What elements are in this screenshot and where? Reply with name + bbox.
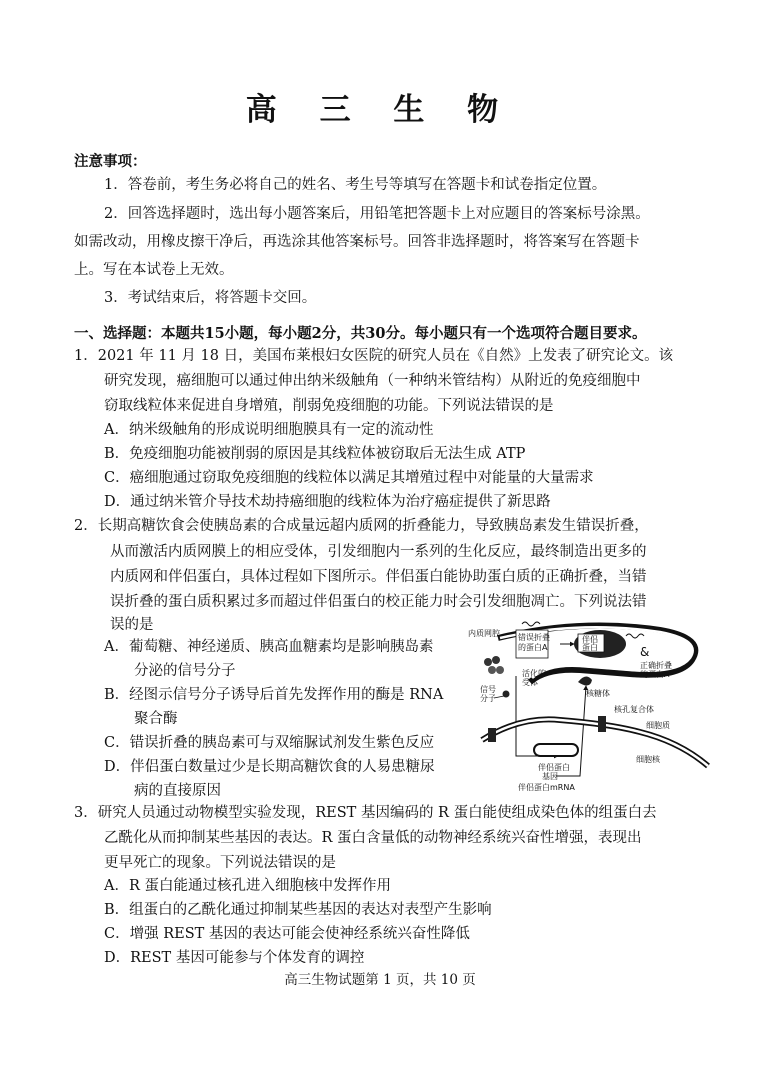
correct-coil-icon xyxy=(626,634,644,638)
label-receptor: 受体 xyxy=(522,678,538,687)
q2-stem-line-1: 2．长期高糖饮食会使胰岛素的合成量远超内质网的折叠能力，导致胰岛素发生错误折叠， xyxy=(74,518,649,534)
ribosome-shape xyxy=(578,676,592,685)
notice-item-2-line-3: 上。写在本试卷上无效。 xyxy=(74,262,234,278)
label-signal-1: 信号 xyxy=(480,685,496,694)
label-chaperone-2: 蛋白 xyxy=(582,643,598,652)
label-nucleus: 细胞核 xyxy=(636,755,660,764)
npc-mark-left xyxy=(488,728,496,742)
q3-option-a: A．R 蛋白能通过核孔进入细胞核中发挥作用 xyxy=(104,878,391,894)
q1-stem-line-3: 窃取线粒体来促进自身增殖，削弱免疫细胞的功能。下列说法错误的是 xyxy=(104,398,554,414)
q3-option-b: B．组蛋白的乙酰化通过抑制某些基因的表达对表型产生影响 xyxy=(104,902,492,918)
label-misfolded-1: 错误折叠 xyxy=(518,633,550,642)
q3-stem-line-1: 3．研究人员通过动物模型实验发现，REST 基因编码的 R 蛋白能使组成染色体的组蛋白去 xyxy=(74,805,657,821)
q2-option-d-line-1: D．伴侣蛋白数量过少是长期高糖饮食的人易患糖尿 xyxy=(104,759,435,775)
q2-option-a-line-1: A．葡萄糖、神经递质、胰高血糖素均是影响胰岛素 xyxy=(104,639,434,655)
page-title: 高 三 生 物 xyxy=(245,92,515,128)
q2-stem-line-2: 从而激活内质网膜上的相应受体，引发细胞内一系列的生化反应，最终制造出更多的 xyxy=(110,544,647,560)
label-correct-1: 正确折叠 xyxy=(640,661,672,670)
label-chaperone-1: 伴侣 xyxy=(582,635,598,644)
notice-item-3: 3．考试结束后，将答题卡交回。 xyxy=(104,290,317,306)
receptor-dot-1 xyxy=(484,658,492,666)
label-chap-gene-2: 基因 xyxy=(542,772,558,781)
q2-stem-line-3: 内质网和伴侣蛋白，具体过程如下图所示。伴侣蛋白能协助蛋白质的正确折叠，当错 xyxy=(110,569,647,585)
chaperone-gene-dna xyxy=(534,744,578,756)
receptor-dot-2 xyxy=(492,656,500,664)
label-mrna: 伴侣蛋白mRNA xyxy=(518,783,575,792)
label-misfolded-2: 的蛋白A xyxy=(518,643,548,652)
label-correct-2: 的蛋白A xyxy=(640,670,670,679)
q1-option-b: B．免疫细胞功能被削弱的原因是其线粒体被窃取后无法生成 ATP xyxy=(104,446,526,462)
label-chap-gene-1: 伴侣蛋白 xyxy=(538,763,570,772)
q3-option-c: C．增强 REST 基因的表达可能会使神经系统兴奋性降低 xyxy=(104,926,470,942)
label-er-lumen: 内质网腔 xyxy=(468,629,500,638)
q2-option-b-line-1: B．经图示信号分子诱导后首先发挥作用的酶是 RNA xyxy=(104,687,444,703)
q1-stem-line-1: 1．2021 年 11 月 18 日，美国布莱根妇女医院的研究人员在《自然》上发表了研究论文。该 xyxy=(74,348,674,364)
q1-stem-line-2: 研究发现，癌细胞可以通过伸出纳米级触角（一种纳米管结构）从附近的免疫细胞中 xyxy=(104,373,641,389)
notice-heading: 注意事项： xyxy=(74,153,147,170)
receptor-dot-3 xyxy=(488,666,496,674)
q3-stem-line-3: 更早死亡的现象。下列说法错误的是 xyxy=(104,855,336,871)
misfolded-coil-icon xyxy=(522,622,540,626)
section-heading: 一、选择题：本题共15小题，每小题2分，共30分。每小题只有一个选项符合题目要求。 xyxy=(74,325,647,342)
label-npc: 核孔复合体 xyxy=(614,705,654,714)
notice-item-2-line-1: 2．回答选择题时，选出每小题答案后，用铅笔把答题卡上对应题目的答案标号涂黑。 xyxy=(104,206,650,222)
label-signal-2: 分子 xyxy=(480,694,496,703)
page-footer: 高三生物试题第 1 页，共 10 页 xyxy=(284,972,476,988)
q2-stem-line-5: 误的是 xyxy=(110,617,154,633)
notice-item-1: 1．答卷前，考生务必将自己的姓名、考生号等填写在答题卡和试卷指定位置。 xyxy=(104,177,607,193)
q2-stem-line-4: 误折叠的蛋白质积累过多而超过伴侣蛋白的校正能力时会引发细胞凋亡。下列说法错 xyxy=(110,594,647,610)
q2-option-b-line-2: 聚合酶 xyxy=(134,711,178,727)
q1-option-d: D．通过纳米管介导技术劫持癌细胞的线粒体为治疗癌症提供了新思路 xyxy=(104,494,551,510)
label-ribosome: 核糖体 xyxy=(586,689,610,698)
label-activated: 活化的 xyxy=(522,669,546,678)
q1-option-c: C．癌细胞通过窃取免疫细胞的线粒体以满足其增殖过程中对能量的大量需求 xyxy=(104,470,594,486)
q2-option-c: C．错误折叠的胰岛素可与双缩脲试剂发生紫色反应 xyxy=(104,735,435,751)
q3-option-d: D．REST 基因可能参与个体发育的调控 xyxy=(104,950,365,966)
q1-option-a: A．纳米级触角的形成说明细胞膜具有一定的流动性 xyxy=(104,422,434,438)
label-cytoplasm: 细胞质 xyxy=(646,721,670,730)
label-ampersand: & xyxy=(640,645,650,659)
er-stress-figure xyxy=(460,616,710,794)
q2-option-d-line-2: 病的直接原因 xyxy=(134,783,221,799)
receptor-dot-4 xyxy=(496,666,504,674)
q2-option-a-line-2: 分泌的信号分子 xyxy=(134,663,236,679)
q3-stem-line-2: 乙酰化从而抑制某些基因的表达。R 蛋白含量低的动物神经系统兴奋性增强，表现出 xyxy=(104,830,642,846)
npc-mark-right xyxy=(598,716,606,732)
notice-item-2-line-2: 如需改动，用橡皮擦干净后，再选涂其他答案标号。回答非选择题时，将答案写在答题卡 xyxy=(74,234,640,250)
